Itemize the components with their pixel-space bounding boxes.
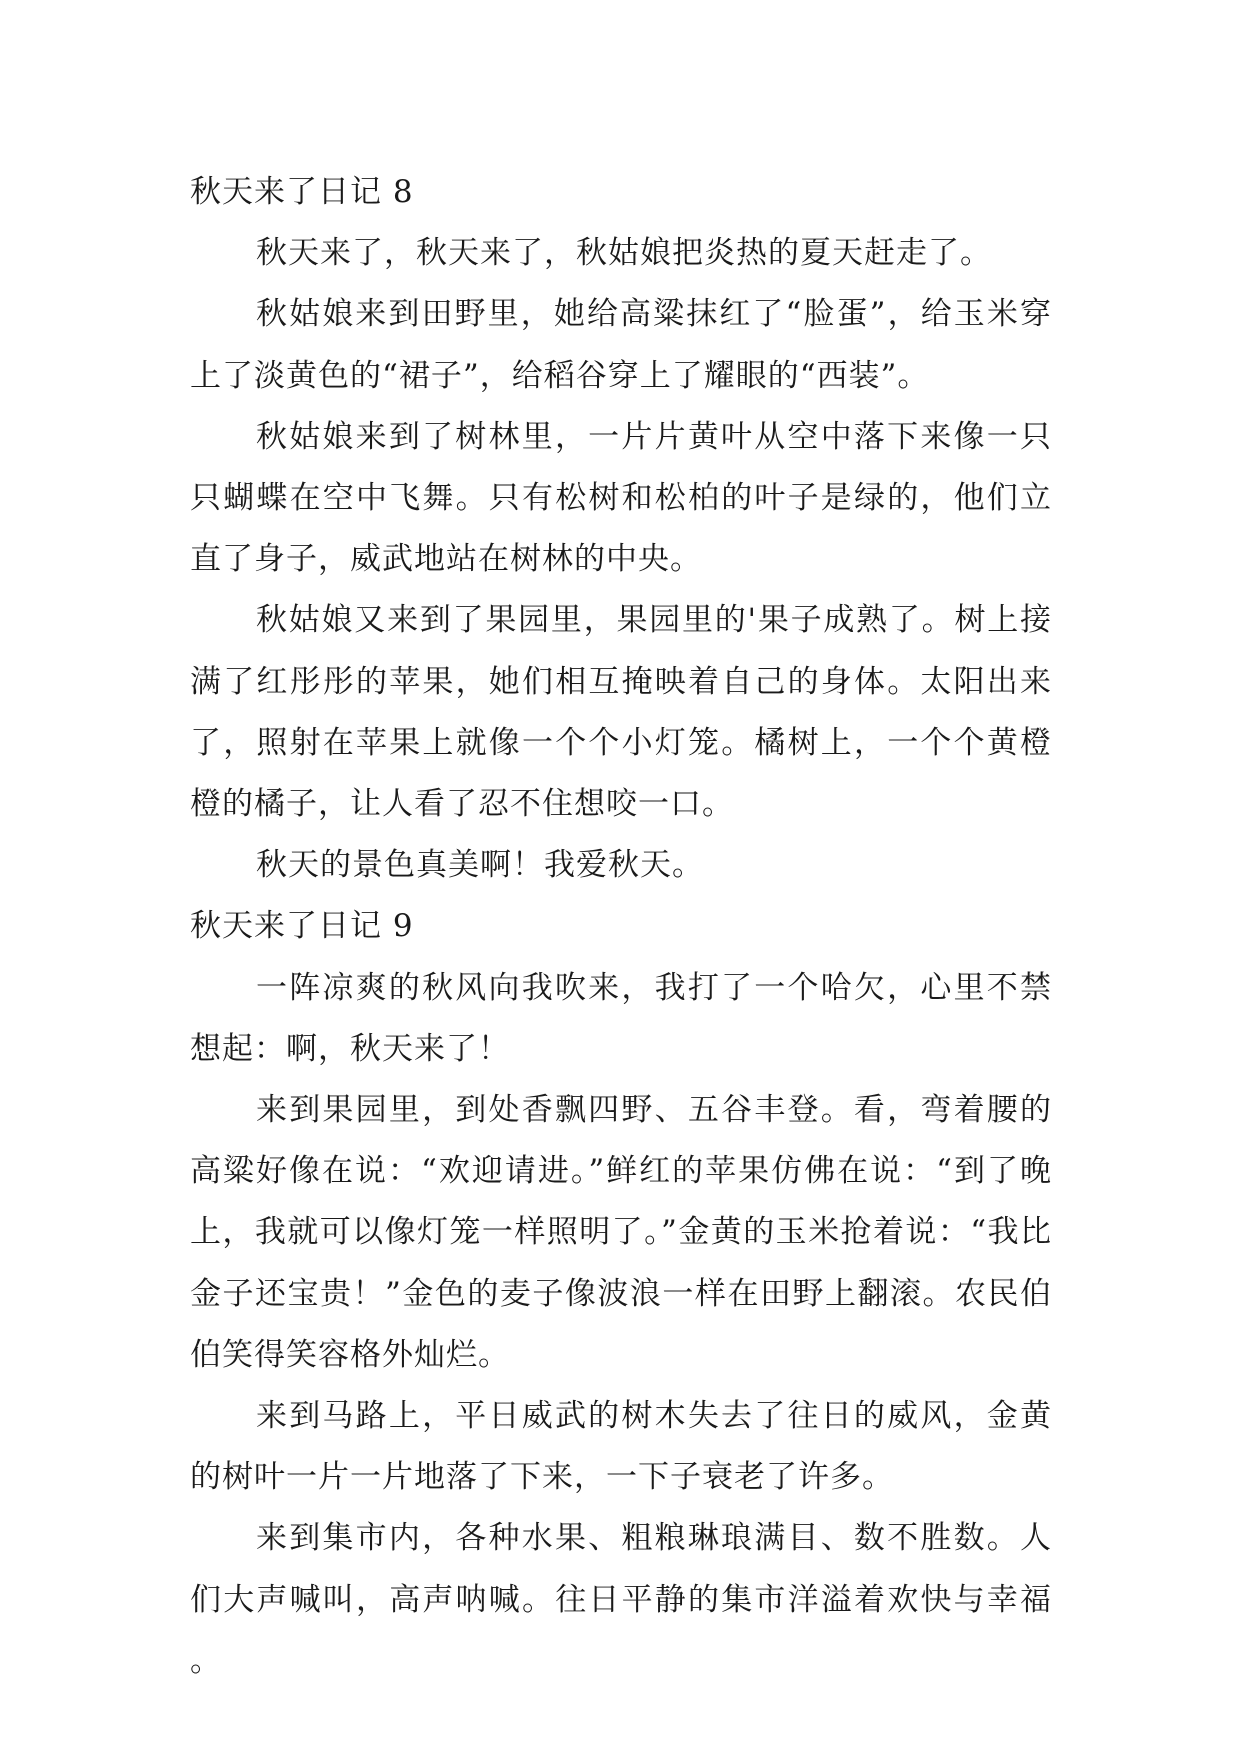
paragraph: 来到果园里，到处香飘四野、五谷丰登。看，弯着腰的高粱好像在说：“欢迎请进。”鲜红的苹果仿佛在说：“到了晚上，我就可以像灯笼一样照明了。”金黄的玉米抢着说：“我比金子还宝贵！”金色的麦子像波浪一样在田野上翻滚。农民伯伯笑得笑容格外灿烂。: [190, 1092, 1052, 1373]
paragraph: 秋天的景色真美啊！我爱秋天。: [256, 847, 704, 884]
paragraph: 来到马路上，平日威武的树木失去了往日的威风，金黄的树叶一片一片地落了下来，一下子衰老了许多。: [190, 1398, 1052, 1496]
paragraph: 秋姑娘来到田野里，她给高粱抹红了“脸蛋”，给玉米穿上了淡黄色的“裙子”，给稻谷穿上了耀眼的“西装”。: [190, 296, 1052, 394]
paragraph: 秋姑娘来到了树林里，一片片黄叶从空中落下来像一只只蝴蝶在空中飞舞。只有松树和松柏的叶子是绿的，他们立直了身子，威武地站在树林的中央。: [190, 418, 1052, 578]
section-title: 秋天来了日记 8: [190, 174, 414, 210]
paragraph: 一阵凉爽的秋风向我吹来，我打了一个哈欠，心里不禁想起：啊，秋天来了！: [190, 969, 1052, 1067]
paragraph: 秋姑娘又来到了果园里，果园里的'果子成熟了。树上接满了红彤彤的苹果，她们相互掩映着自己的身体。太阳出来了，照射在苹果上就像一个个小灯笼。橘树上，一个个黄橙橙的橘子，让人看了忍不住想咬一口。: [190, 602, 1052, 823]
section-title: 秋天来了日记 9: [190, 908, 414, 945]
document-body: [190, 162, 1052, 1692]
paragraph: 来到集市内，各种水果、粗粮琳琅满目、数不胜数。人们大声喊叫，高声呐喊。往日平静的集市洋溢着欢快与幸福。: [190, 1520, 1052, 1679]
paragraph: 秋天来了，秋天来了，秋姑娘把炎热的夏天赶走了。: [256, 235, 992, 272]
